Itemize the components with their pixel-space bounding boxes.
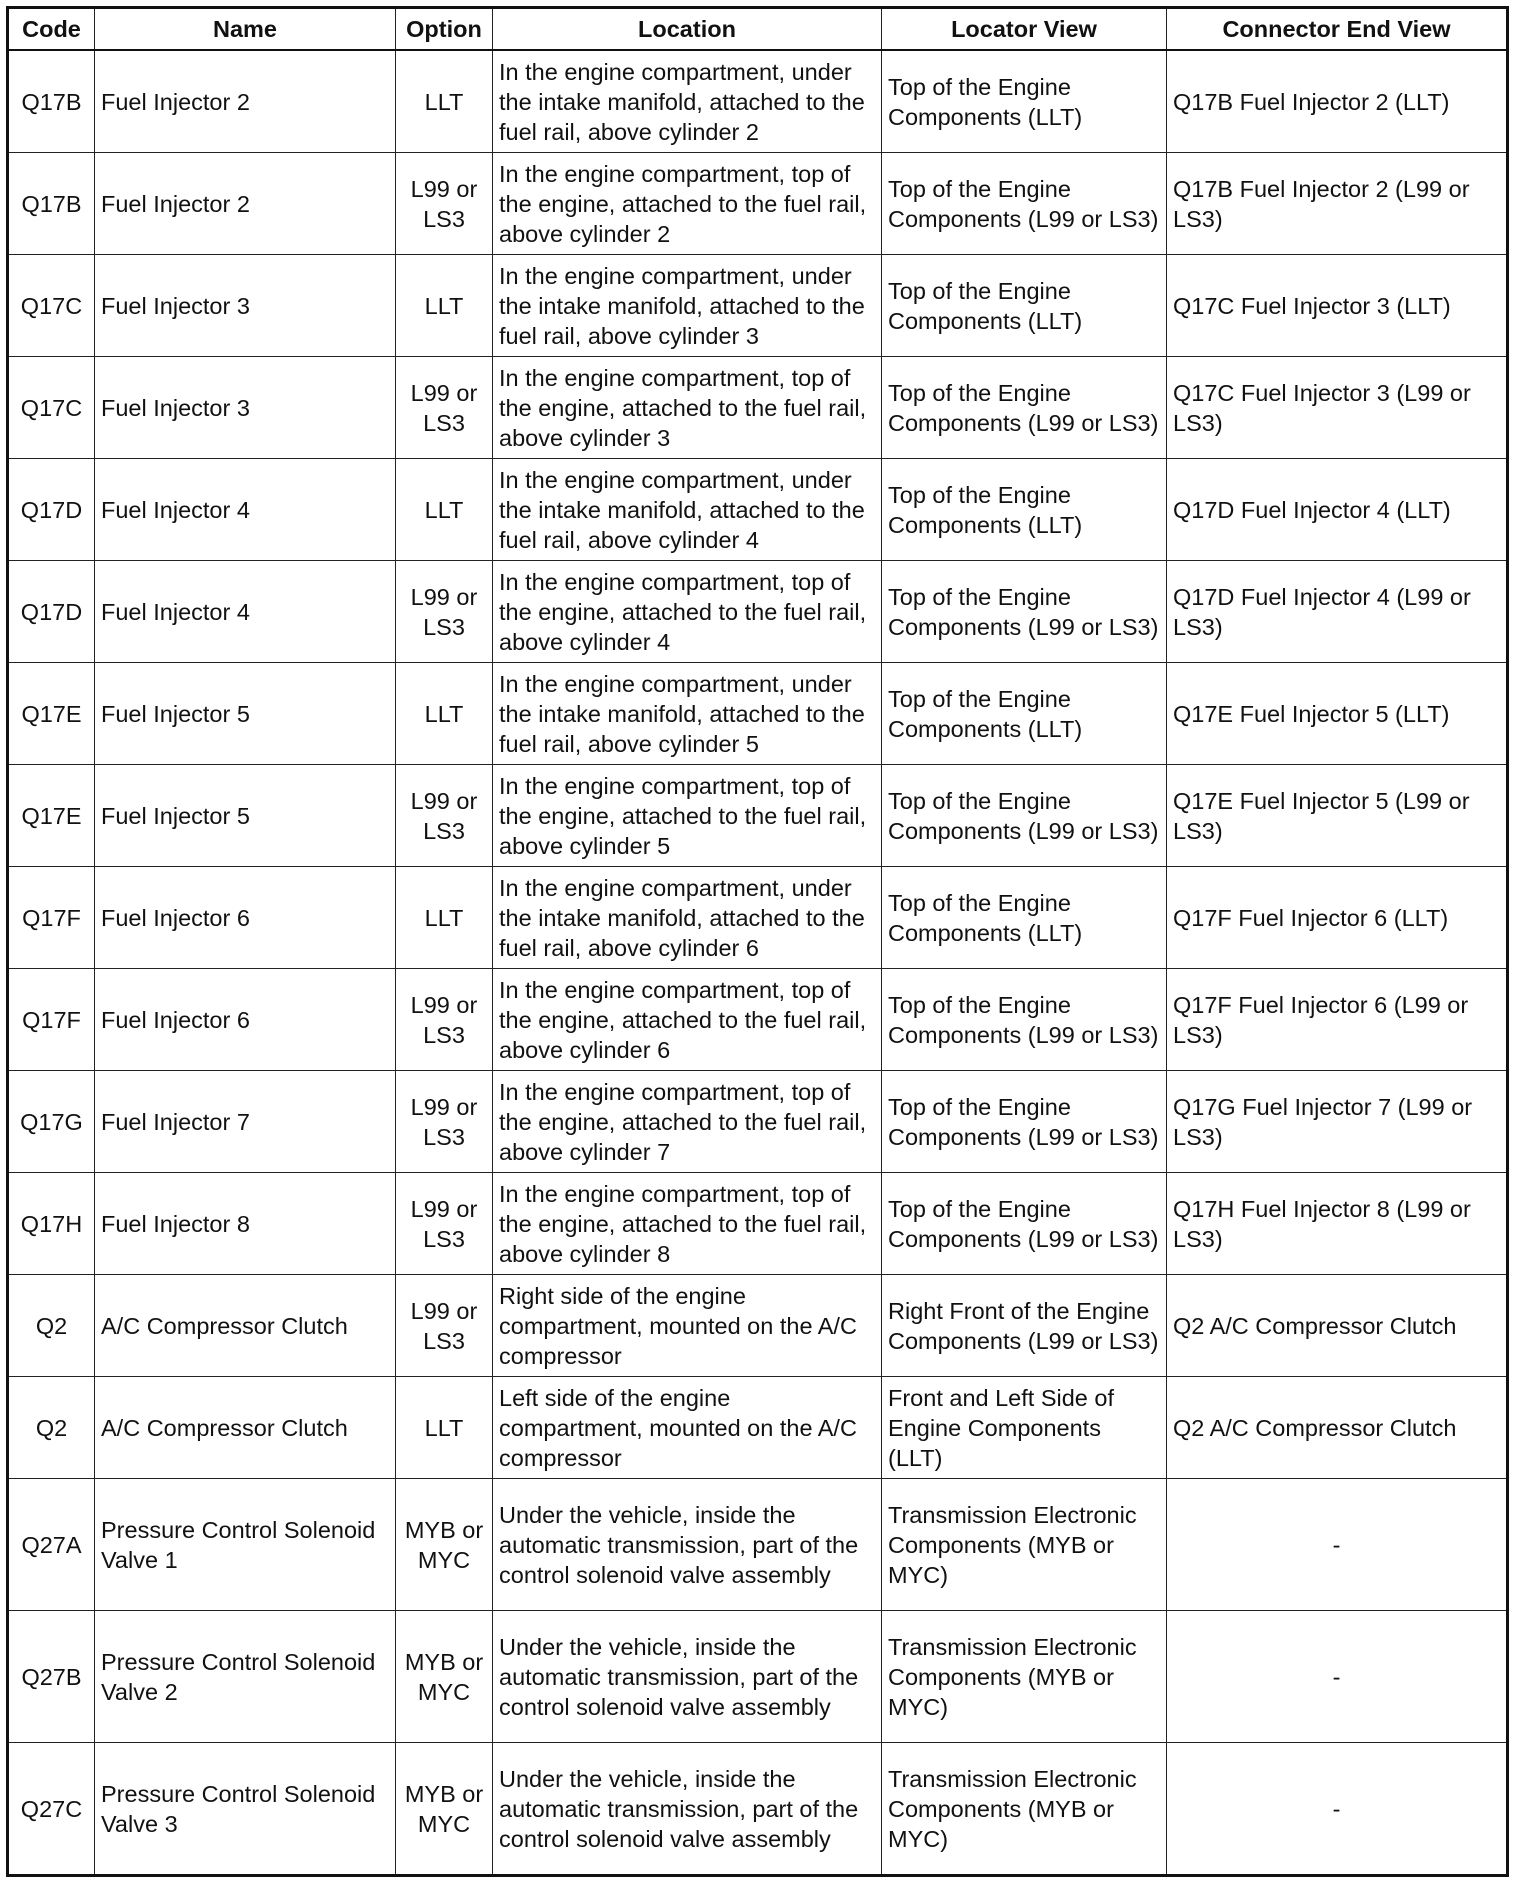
cell-locator-view: Top of the Engine Components (LLT) [882, 255, 1167, 357]
cell-location: Under the vehicle, inside the automatic transmission, part of the control solenoid valve assembly [493, 1479, 882, 1611]
cell-location: In the engine compartment, under the intake manifold, attached to the fuel rail, above cylinder 2 [493, 50, 882, 153]
cell-code: Q17B [8, 153, 95, 255]
table-row [8, 1743, 1508, 1876]
table-row [8, 969, 1508, 1071]
cell-option: LLT [396, 1377, 493, 1479]
cell-name: Fuel Injector 7 [95, 1071, 396, 1173]
cell-connector-end-view: Q17D Fuel Injector 4 (LLT) [1167, 459, 1508, 561]
cell-code: Q27A [8, 1479, 95, 1611]
cell-location: In the engine compartment, top of the engine, attached to the fuel rail, above cylinder 2 [493, 153, 882, 255]
table-row [8, 1479, 1508, 1611]
table-row [8, 1611, 1508, 1743]
cell-name: Fuel Injector 2 [95, 50, 396, 153]
cell-locator-view: Top of the Engine Components (LLT) [882, 459, 1167, 561]
cell-option: L99 or LS3 [396, 1071, 493, 1173]
cell-code: Q17F [8, 867, 95, 969]
cell-location: In the engine compartment, top of the engine, attached to the fuel rail, above cylinder 7 [493, 1071, 882, 1173]
cell-location: In the engine compartment, under the intake manifold, attached to the fuel rail, above cylinder 6 [493, 867, 882, 969]
cell-option: L99 or LS3 [396, 153, 493, 255]
cell-name: Fuel Injector 4 [95, 459, 396, 561]
cell-connector-end-view: - [1167, 1611, 1508, 1743]
cell-code: Q17E [8, 765, 95, 867]
cell-connector-end-view: - [1167, 1479, 1508, 1611]
cell-code: Q17C [8, 357, 95, 459]
table-row [8, 867, 1508, 969]
header-location: Location [493, 8, 882, 51]
cell-connector-end-view: Q17E Fuel Injector 5 (LLT) [1167, 663, 1508, 765]
cell-connector-end-view: Q17C Fuel Injector 3 (L99 or LS3) [1167, 357, 1508, 459]
cell-locator-view: Top of the Engine Components (L99 or LS3) [882, 561, 1167, 663]
table-row [8, 50, 1508, 153]
cell-locator-view: Top of the Engine Components (L99 or LS3) [882, 153, 1167, 255]
cell-location: In the engine compartment, under the intake manifold, attached to the fuel rail, above cylinder 3 [493, 255, 882, 357]
cell-connector-end-view: Q17C Fuel Injector 3 (LLT) [1167, 255, 1508, 357]
cell-option: L99 or LS3 [396, 1173, 493, 1275]
cell-location: In the engine compartment, top of the engine, attached to the fuel rail, above cylinder 6 [493, 969, 882, 1071]
cell-code: Q17D [8, 459, 95, 561]
cell-option: L99 or LS3 [396, 1275, 493, 1377]
cell-name: Fuel Injector 5 [95, 765, 396, 867]
cell-code: Q27C [8, 1743, 95, 1876]
header-locator-view: Locator View [882, 8, 1167, 51]
cell-locator-view: Top of the Engine Components (L99 or LS3) [882, 765, 1167, 867]
cell-connector-end-view: Q2 A/C Compressor Clutch [1167, 1377, 1508, 1479]
cell-locator-view: Top of the Engine Components (LLT) [882, 663, 1167, 765]
cell-code: Q17B [8, 50, 95, 153]
header-option: Option [396, 8, 493, 51]
cell-option: LLT [396, 50, 493, 153]
table-row [8, 255, 1508, 357]
cell-option: L99 or LS3 [396, 357, 493, 459]
cell-option: L99 or LS3 [396, 561, 493, 663]
cell-code: Q2 [8, 1377, 95, 1479]
cell-connector-end-view: Q17F Fuel Injector 6 (LLT) [1167, 867, 1508, 969]
cell-connector-end-view: Q17B Fuel Injector 2 (L99 or LS3) [1167, 153, 1508, 255]
cell-connector-end-view: Q17B Fuel Injector 2 (LLT) [1167, 50, 1508, 153]
cell-option: L99 or LS3 [396, 969, 493, 1071]
cell-name: Fuel Injector 3 [95, 255, 396, 357]
cell-name: Fuel Injector 8 [95, 1173, 396, 1275]
cell-location: In the engine compartment, top of the engine, attached to the fuel rail, above cylinder 8 [493, 1173, 882, 1275]
cell-code: Q27B [8, 1611, 95, 1743]
cell-code: Q17G [8, 1071, 95, 1173]
header-name: Name [95, 8, 396, 51]
table-row [8, 663, 1508, 765]
cell-location: In the engine compartment, under the intake manifold, attached to the fuel rail, above cylinder 5 [493, 663, 882, 765]
table-row [8, 765, 1508, 867]
cell-name: Fuel Injector 6 [95, 969, 396, 1071]
cell-connector-end-view: Q17E Fuel Injector 5 (L99 or LS3) [1167, 765, 1508, 867]
cell-code: Q17H [8, 1173, 95, 1275]
cell-connector-end-view: Q17G Fuel Injector 7 (L99 or LS3) [1167, 1071, 1508, 1173]
cell-code: Q17E [8, 663, 95, 765]
cell-location: In the engine compartment, under the intake manifold, attached to the fuel rail, above cylinder 4 [493, 459, 882, 561]
cell-name: Pressure Control Solenoid Valve 3 [95, 1743, 396, 1876]
cell-code: Q2 [8, 1275, 95, 1377]
cell-connector-end-view: Q2 A/C Compressor Clutch [1167, 1275, 1508, 1377]
table-row [8, 357, 1508, 459]
cell-locator-view: Transmission Electronic Components (MYB or MYC) [882, 1743, 1167, 1876]
cell-option: MYB or MYC [396, 1743, 493, 1876]
cell-name: Fuel Injector 3 [95, 357, 396, 459]
cell-locator-view: Top of the Engine Components (L99 or LS3) [882, 1071, 1167, 1173]
cell-name: Fuel Injector 2 [95, 153, 396, 255]
cell-code: Q17D [8, 561, 95, 663]
cell-connector-end-view: - [1167, 1743, 1508, 1876]
component-locator-table [6, 6, 1509, 1877]
cell-locator-view: Transmission Electronic Components (MYB or MYC) [882, 1479, 1167, 1611]
cell-code: Q17C [8, 255, 95, 357]
cell-name: Pressure Control Solenoid Valve 2 [95, 1611, 396, 1743]
cell-name: A/C Compressor Clutch [95, 1275, 396, 1377]
cell-name: A/C Compressor Clutch [95, 1377, 396, 1479]
cell-location: Left side of the engine compartment, mounted on the A/C compressor [493, 1377, 882, 1479]
table-row [8, 561, 1508, 663]
table-header-row [8, 8, 1508, 51]
cell-connector-end-view: Q17F Fuel Injector 6 (L99 or LS3) [1167, 969, 1508, 1071]
cell-locator-view: Top of the Engine Components (L99 or LS3) [882, 1173, 1167, 1275]
cell-locator-view: Front and Left Side of Engine Components (LLT) [882, 1377, 1167, 1479]
header-code: Code [8, 8, 95, 51]
table-row [8, 153, 1508, 255]
cell-option: LLT [396, 867, 493, 969]
cell-connector-end-view: Q17H Fuel Injector 8 (L99 or LS3) [1167, 1173, 1508, 1275]
header-connector-end-view: Connector End View [1167, 8, 1508, 51]
cell-option: LLT [396, 255, 493, 357]
cell-name: Fuel Injector 4 [95, 561, 396, 663]
cell-name: Fuel Injector 6 [95, 867, 396, 969]
cell-location: Under the vehicle, inside the automatic transmission, part of the control solenoid valve assembly [493, 1611, 882, 1743]
cell-option: LLT [396, 663, 493, 765]
cell-option: MYB or MYC [396, 1611, 493, 1743]
table-row [8, 459, 1508, 561]
cell-locator-view: Top of the Engine Components (LLT) [882, 50, 1167, 153]
cell-option: L99 or LS3 [396, 765, 493, 867]
cell-location: In the engine compartment, top of the engine, attached to the fuel rail, above cylinder 3 [493, 357, 882, 459]
cell-connector-end-view: Q17D Fuel Injector 4 (L99 or LS3) [1167, 561, 1508, 663]
table-row [8, 1071, 1508, 1173]
cell-location: Right side of the engine compartment, mounted on the A/C compressor [493, 1275, 882, 1377]
cell-name: Fuel Injector 5 [95, 663, 396, 765]
cell-option: LLT [396, 459, 493, 561]
cell-locator-view: Top of the Engine Components (L99 or LS3) [882, 357, 1167, 459]
table-row [8, 1173, 1508, 1275]
cell-locator-view: Right Front of the Engine Components (L99 or LS3) [882, 1275, 1167, 1377]
table-row [8, 1275, 1508, 1377]
cell-location: In the engine compartment, top of the engine, attached to the fuel rail, above cylinder 4 [493, 561, 882, 663]
cell-name: Pressure Control Solenoid Valve 1 [95, 1479, 396, 1611]
cell-location: In the engine compartment, top of the engine, attached to the fuel rail, above cylinder 5 [493, 765, 882, 867]
table-row [8, 1377, 1508, 1479]
cell-option: MYB or MYC [396, 1479, 493, 1611]
table-body [8, 50, 1508, 1876]
cell-locator-view: Transmission Electronic Components (MYB or MYC) [882, 1611, 1167, 1743]
cell-code: Q17F [8, 969, 95, 1071]
cell-locator-view: Top of the Engine Components (L99 or LS3) [882, 969, 1167, 1071]
cell-location: Under the vehicle, inside the automatic transmission, part of the control solenoid valve assembly [493, 1743, 882, 1876]
cell-locator-view: Top of the Engine Components (LLT) [882, 867, 1167, 969]
